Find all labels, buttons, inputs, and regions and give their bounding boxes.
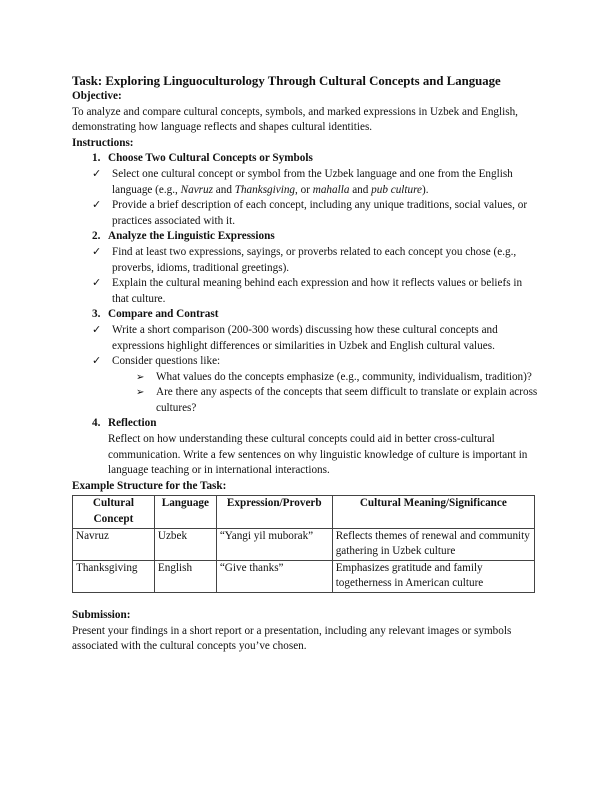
document-page <box>72 73 540 655</box>
check-mark-icon: ✓ <box>92 199 102 212</box>
instruction-item-1 <box>72 151 540 229</box>
check-mark-icon: ✓ <box>92 245 102 258</box>
check-list <box>92 323 540 370</box>
table-row <box>73 528 535 560</box>
column-header: Cultural Concept <box>73 496 155 528</box>
check-mark-icon: ✓ <box>92 167 102 180</box>
question-list <box>108 370 540 417</box>
item-number: 4. <box>92 417 101 430</box>
item-number: 2. <box>92 230 101 243</box>
instructions-heading: Instructions: <box>72 136 134 149</box>
check-mark-icon: ✓ <box>92 277 102 290</box>
instruction-item-2 <box>72 229 540 307</box>
example-heading: Example Structure for the Task: <box>72 479 227 492</box>
table-cell: Navruz <box>73 528 155 560</box>
arrow-bullet-icon: ➢ <box>136 371 145 383</box>
check-list <box>92 245 540 307</box>
question-item: ➢ What values do the concepts emphasize (e.g., community, individualism, tradition)? <box>108 370 540 386</box>
table-row <box>73 560 535 592</box>
item-title: Analyze the Linguistic Expressions <box>108 230 275 243</box>
table-header-row <box>73 496 535 528</box>
item-title: Choose Two Cultural Concepts or Symbols <box>108 152 313 165</box>
check-item: ✓ Explain the cultural meaning behind each expression and how it reflects values or beliefs in that culture. <box>92 277 523 305</box>
reflection-text: Reflect on how understanding these cultural concepts could aid in better cross-cultural communication. Write a few sentences on why linguistic knowledge of culture is important in language teaching or in international interactions. <box>108 433 528 477</box>
table-cell: English <box>154 560 216 592</box>
check-item: ✓ Provide a brief description of each concept, including any unique traditions, social values, or practices associated with it. <box>92 199 528 227</box>
item-title: Compare and Contrast <box>108 308 219 321</box>
column-header: Cultural Meaning/Significance <box>332 496 534 528</box>
check-mark-icon: ✓ <box>92 355 102 368</box>
objective-heading: Objective: <box>72 90 122 102</box>
check-list <box>92 167 540 229</box>
column-header: Language <box>154 496 216 528</box>
example-table <box>72 495 535 593</box>
submission-heading: Submission: <box>72 609 131 621</box>
table-cell: “Yangi yil muborak” <box>216 528 332 560</box>
check-item: ✓ Consider questions like: <box>92 354 540 370</box>
submission-text: Present your findings in a short report or a presentation, including any relevant images or symbols associated with the cultural concepts you’ve chosen. <box>72 624 512 653</box>
objective-text: To analyze and compare cultural concepts, symbols, and marked expressions in Uzbek and English, demonstrating how language reflects and shapes cultural identities. <box>72 105 518 134</box>
instructions-list <box>72 151 540 478</box>
item-title: Reflection <box>108 417 157 430</box>
table-cell: Uzbek <box>154 528 216 560</box>
item-number: 1. <box>92 152 101 165</box>
column-header: Expression/Proverb <box>216 496 332 528</box>
arrow-bullet-icon: ➢ <box>136 387 145 399</box>
check-item: ✓ Select one cultural concept or symbol from the Uzbek language and one from the English language (e.g., Navruz and Thanksgiving, or mahalla and pub culture). <box>92 167 513 196</box>
instruction-item-3 <box>72 307 540 416</box>
check-mark-icon: ✓ <box>92 323 102 336</box>
document-title: Task: Exploring Linguoculturology Through Cultural Concepts and Language <box>72 74 501 88</box>
check-item: ✓ Find at least two expressions, sayings, or proverbs related to each concept you chose (e.g., proverbs, idioms, traditional greetings). <box>92 245 517 274</box>
table-cell: Emphasizes gratitude and family togetherness in American culture <box>332 560 534 592</box>
table-cell: “Give thanks” <box>216 560 332 592</box>
item-number: 3. <box>92 308 101 321</box>
table-cell: Thanksgiving <box>73 560 155 592</box>
table-cell: Reflects themes of renewal and community gathering in Uzbek culture <box>332 528 534 560</box>
instruction-item-4 <box>72 416 540 478</box>
question-item: ➢ Are there any aspects of the concepts that seem difficult to translate or explain across cultures? <box>136 386 538 414</box>
check-item: ✓ Write a short comparison (200-300 words) discussing how these cultural concepts and expressions highlight differences or similarities in Uzbek and English cultural values. <box>92 323 498 352</box>
